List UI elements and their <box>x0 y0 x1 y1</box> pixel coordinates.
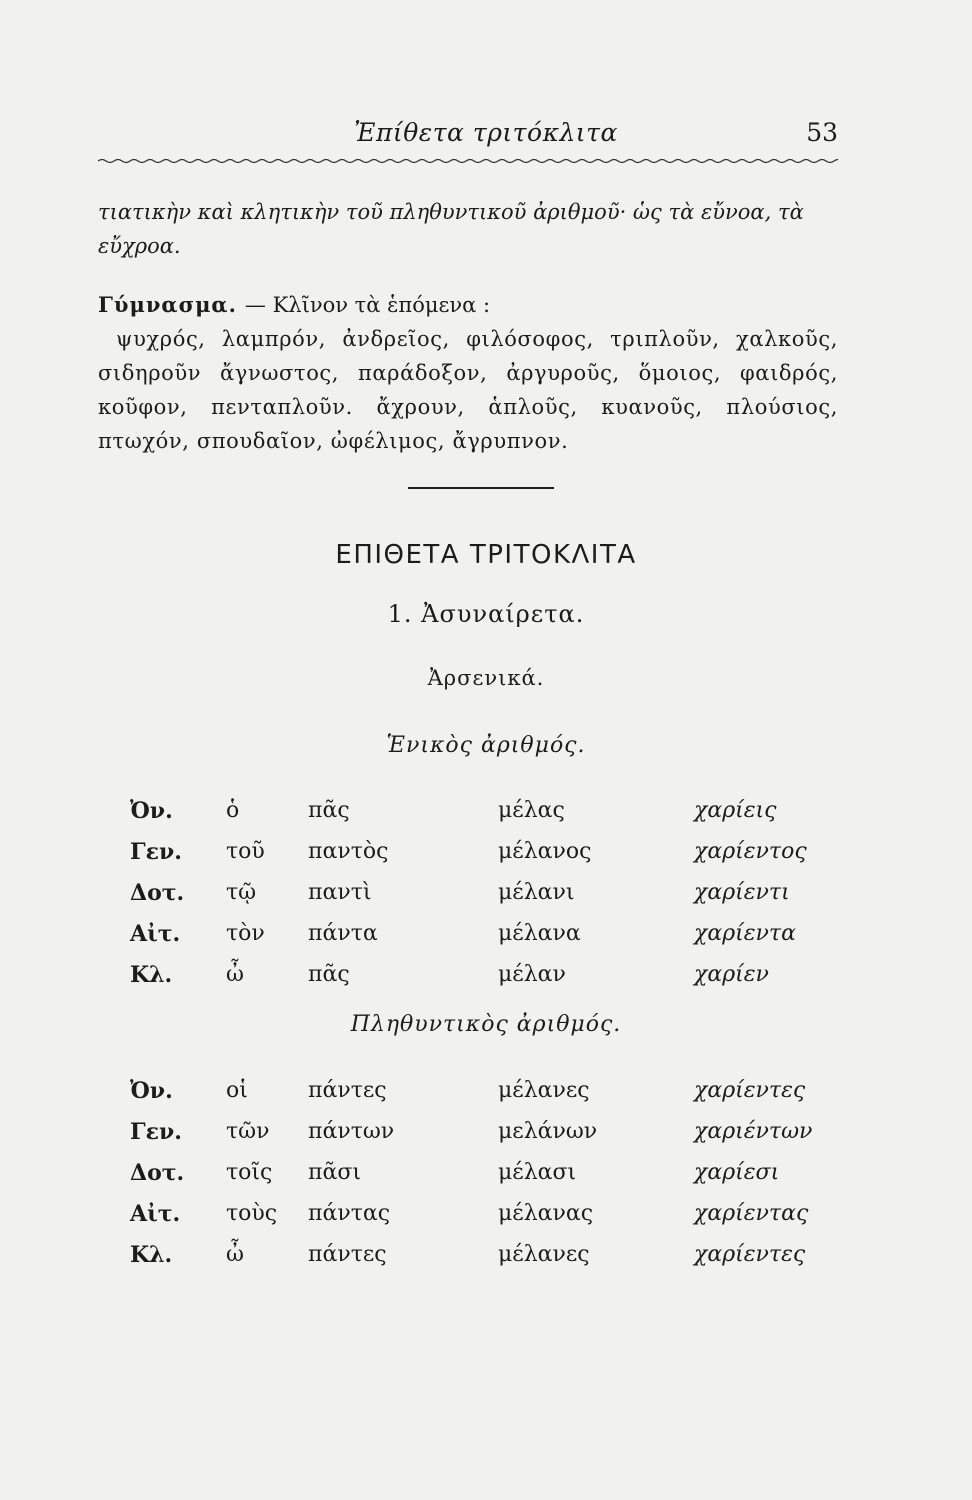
word-cell: πάντες <box>308 1242 387 1267</box>
plural-declension-table <box>130 1070 854 1275</box>
word-cell: παντὸς <box>308 839 389 864</box>
word-cell: μέλας <box>498 798 565 823</box>
word-cell: χαρίεντες <box>694 1078 806 1103</box>
article-cell: τῶν <box>226 1119 270 1144</box>
table-row <box>130 790 854 831</box>
word-cell: χαριέντων <box>694 1119 813 1144</box>
word-cell: μέλανα <box>498 921 581 946</box>
case-label: Κλ. <box>130 1241 173 1268</box>
subsection-title: 1. Ἀσυναίρετα. <box>387 600 585 628</box>
word-cell: χαρίεν <box>694 962 769 987</box>
article-cell: οἱ <box>226 1078 248 1103</box>
word-cell: πᾶς <box>308 962 350 987</box>
case-label: Αἰτ. <box>130 1200 181 1227</box>
word-cell: χαρίεσι <box>694 1160 780 1185</box>
word-cell: μέλανι <box>498 880 575 905</box>
word-cell: χαρίεντι <box>694 880 790 905</box>
page-number: 53 <box>806 118 838 147</box>
word-cell: χαρίεντας <box>694 1201 809 1226</box>
table-row <box>130 872 854 913</box>
word-cell: πάντες <box>308 1078 387 1103</box>
section-title: ΕΠΙΘΕΤΑ ΤΡΙΤΟΚΛΙΤΑ <box>335 540 637 570</box>
word-cell: χαρίεντα <box>694 921 796 946</box>
header-wavy-rule <box>98 158 838 164</box>
section-divider <box>408 487 554 489</box>
case-label: Γεν. <box>130 1118 182 1145</box>
word-cell: μέλανας <box>498 1201 594 1226</box>
article-cell: τοὺς <box>226 1201 278 1226</box>
table-row <box>130 1193 854 1234</box>
table-row <box>130 1111 854 1152</box>
case-label: Δοτ. <box>130 1159 185 1186</box>
article-cell: τὸν <box>226 921 265 946</box>
case-label: Κλ. <box>130 961 173 988</box>
word-cell: χαρίεντος <box>694 839 807 864</box>
table-row <box>130 1234 854 1275</box>
word-cell: χαρίεντες <box>694 1242 806 1267</box>
case-label: Δοτ. <box>130 879 185 906</box>
case-label: Γεν. <box>130 838 182 865</box>
word-cell: πάντας <box>308 1201 391 1226</box>
running-header-title: Ἐπίθετα τριτόκλιτα <box>354 118 618 147</box>
article-cell: τοῖς <box>226 1160 273 1185</box>
case-label: Αἰτ. <box>130 920 181 947</box>
case-label: Ὀν. <box>130 1077 173 1104</box>
exercise-paragraph <box>98 288 838 458</box>
table-row <box>130 1152 854 1193</box>
word-cell: μέλανες <box>498 1242 590 1267</box>
table-row <box>130 831 854 872</box>
exercise-instruction: — Κλῖνον τὰ ἑπόμενα : <box>244 293 491 317</box>
word-cell: χαρίεις <box>694 798 777 823</box>
article-cell: ὦ <box>226 1242 244 1267</box>
table-row <box>130 913 854 954</box>
word-cell: πᾶσι <box>308 1160 361 1185</box>
table-row <box>130 1070 854 1111</box>
table-row <box>130 954 854 995</box>
case-label: Ὀν. <box>130 797 173 824</box>
singular-declension-table <box>130 790 854 995</box>
exercise-label: Γύμνασμα. <box>98 292 237 317</box>
plural-heading: Πληθυντικὸς ἀριθμός. <box>350 1012 622 1037</box>
word-cell: μέλαν <box>498 962 566 987</box>
word-cell: πάντων <box>308 1119 395 1144</box>
article-cell: τῷ <box>226 880 257 905</box>
word-cell: μέλανος <box>498 839 592 864</box>
article-cell: ὁ <box>226 798 240 823</box>
exercise-word-list: ψυχρός, λαμπρόν, ἀνδρεῖος, φιλόσοφος, τριπλοῦν, χαλκοῦς, σιδηροῦν ἄγνωστος, παράδοξον, ἀργυροῦς, ὅμοιος, φαιδρός, κοῦφον, πενταπλοῦν. ἄχρουν, ἁπλοῦς, κυανοῦς, πλούσιος, πτωχόν, σπουδαῖον, ὠφέλιμος, ἄγρυπνον. <box>98 327 838 453</box>
word-cell: πᾶς <box>308 798 350 823</box>
article-cell: ὦ <box>226 962 244 987</box>
gender-heading: Ἀρσενικά. <box>427 666 545 690</box>
word-cell: μέλανες <box>498 1078 590 1103</box>
word-cell: μελάνων <box>498 1119 598 1144</box>
word-cell: πάντα <box>308 921 378 946</box>
continuation-paragraph: τιατικὴν καὶ κλητικὴν τοῦ πληθυντικοῦ ἀριθμοῦ· ὡς τὰ εὔνοα, τὰ εὔχροα. <box>98 200 804 258</box>
article-cell: τοῦ <box>226 839 265 864</box>
word-cell: μέλασι <box>498 1160 577 1185</box>
word-cell: παντὶ <box>308 880 372 905</box>
singular-heading: Ἑνικὸς ἀριθμός. <box>386 733 586 758</box>
